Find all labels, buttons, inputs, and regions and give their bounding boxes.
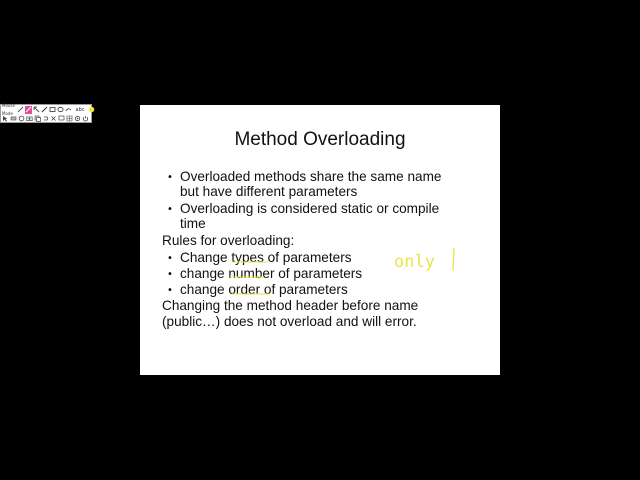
toolbar-row-bottom [2, 114, 90, 123]
bullet-text: Overloading is considered static or compile [180, 201, 440, 216]
annotation-toolbar [0, 104, 92, 123]
clear-icon[interactable] [50, 115, 57, 123]
pen-icon[interactable] [17, 106, 24, 114]
bullet-text-continued: but have different parameters [180, 184, 358, 199]
bullet-icon: • [167, 285, 173, 296]
spotlight-icon[interactable] [18, 115, 25, 123]
power-icon[interactable] [82, 115, 89, 123]
highlight-underlines [230, 262, 270, 294]
freeform-icon[interactable] [65, 106, 72, 114]
annotation-bar [453, 248, 454, 271]
toolbar-row-top [2, 102, 96, 116]
camera-icon[interactable] [26, 115, 33, 123]
handwritten-annotation: only [394, 252, 435, 272]
ink-annotation-layer [140, 105, 500, 375]
bullet-icon: • [167, 204, 173, 215]
rule-item: change number of parameters [180, 266, 363, 281]
arrow-icon[interactable] [33, 106, 40, 114]
bullet-icon: • [167, 172, 173, 183]
rule-item: Change types of parameters [180, 250, 352, 265]
copy-icon[interactable] [34, 115, 41, 123]
bullet-icon: • [167, 253, 173, 264]
closing-text-continued: (public…) does not overload and will error. [162, 314, 417, 329]
eraser-icon[interactable] [10, 115, 17, 123]
text-tool-button[interactable]: abc [75, 106, 85, 113]
rules-heading: Rules for overloading: [162, 233, 295, 248]
rule-item: change order of parameters [180, 282, 348, 297]
pointer-icon[interactable] [2, 115, 9, 123]
bullet-text-continued: time [180, 216, 206, 231]
slide-title: Method Overloading [234, 129, 406, 150]
ellipse-icon[interactable] [57, 106, 64, 114]
rectangle-icon[interactable] [49, 106, 56, 114]
mouse-mode-button[interactable]: Mouse Mode [2, 102, 15, 116]
presentation-slide [140, 105, 500, 375]
bullet-text: Overloaded methods share the same name [180, 169, 442, 184]
line-icon[interactable] [41, 106, 48, 114]
highlighter-icon[interactable] [25, 106, 32, 114]
yellow-color-icon[interactable] [88, 106, 95, 114]
settings-icon[interactable] [74, 115, 81, 123]
bullet-icon: • [167, 269, 173, 280]
grid-icon[interactable] [66, 115, 73, 123]
undo-icon[interactable] [42, 115, 49, 123]
closing-text: Changing the method header before name [162, 298, 419, 313]
whiteboard-icon[interactable] [58, 115, 65, 123]
